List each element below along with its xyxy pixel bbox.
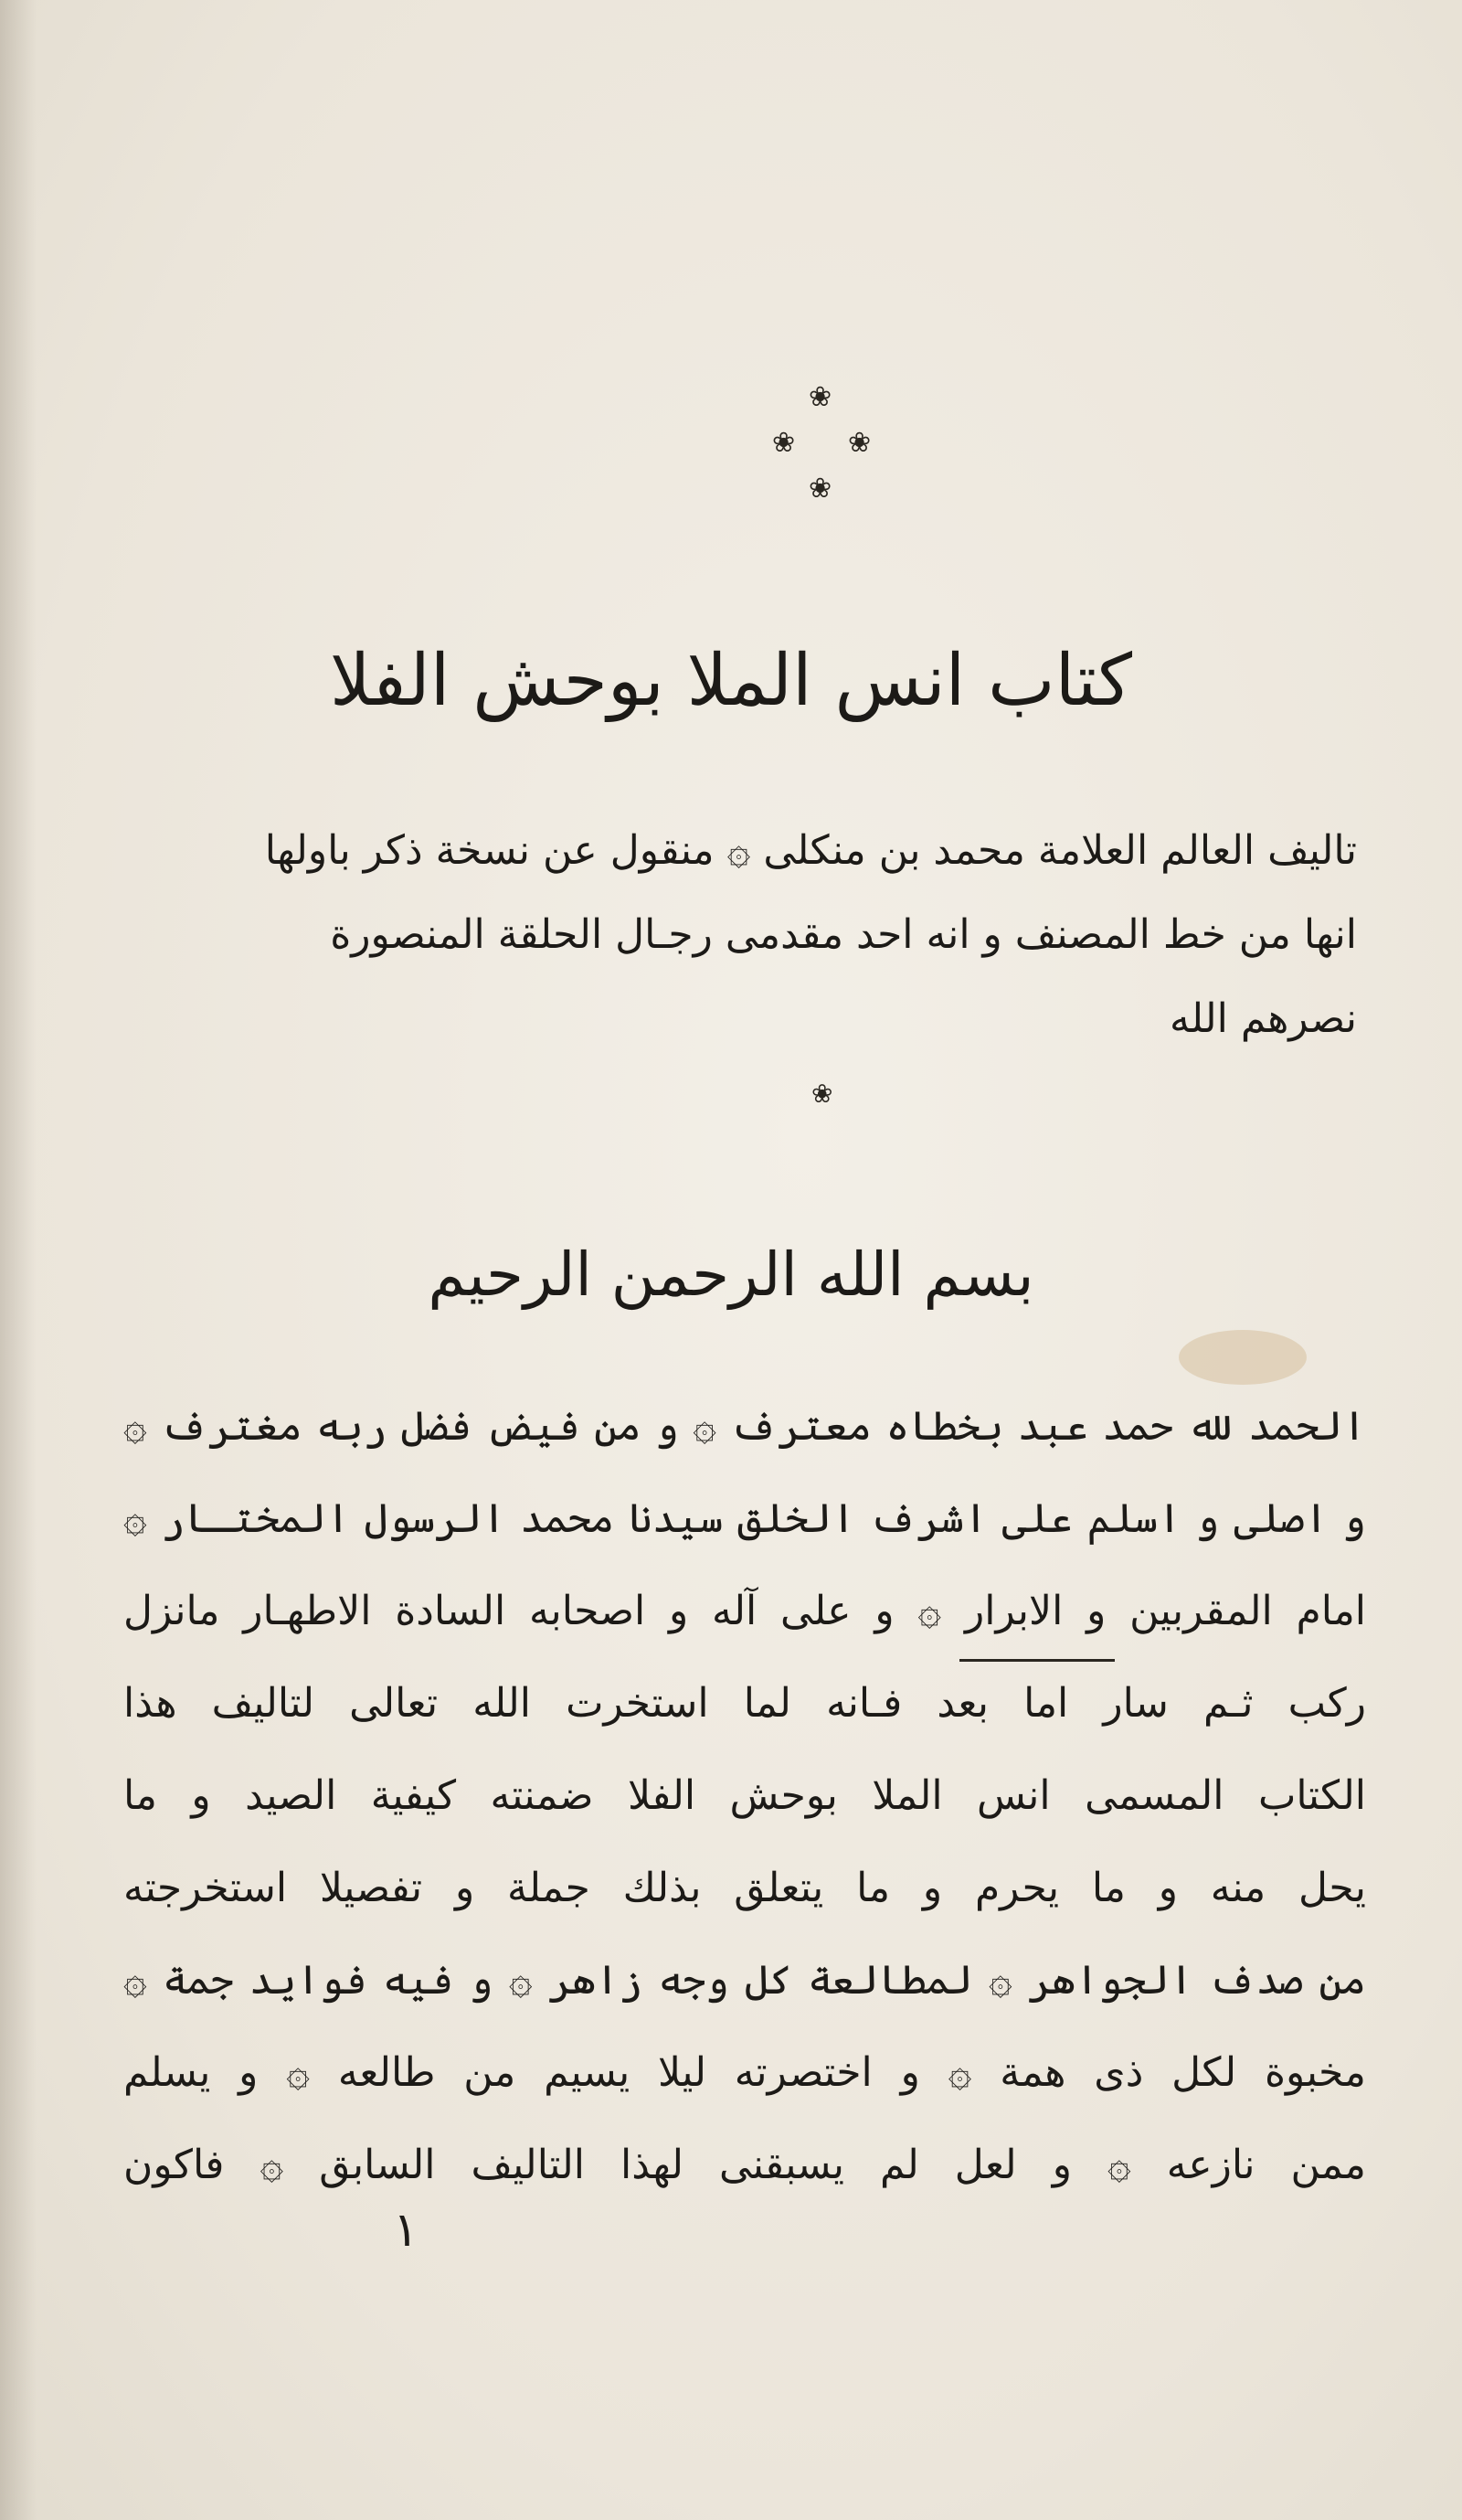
body-line: من صدف الجواهر ۞ لمطالعة كل وجه زاهر ۞ و فيه فوايد جمة ۞: [123, 1957, 1366, 2004]
paper-stain: [1179, 1330, 1307, 1385]
flower-ornament-icon: ❀: [772, 427, 796, 459]
body-line: مخبوة لكل ذى همة ۞ و اختصرته ليلا يسيم من طالعه ۞ و يسلم: [123, 2049, 1366, 2096]
body-line: يحل منه و ما يحرم و ما يتعلق بذلك جملة و تفصيلا استخرجته: [123, 1865, 1366, 1911]
page-number: ١: [393, 2203, 418, 2258]
body-text: [123, 1380, 1366, 2211]
overline-rule: [959, 1659, 1115, 1662]
flower-ornament-icon: ❀: [809, 473, 832, 505]
book-title: كتاب انس الملا بوحش الفلا: [329, 640, 1133, 722]
author-note-line: تاليف العالم العلامة محمد بن منكلى ۞ منقول عن نسخة ذكر باولها: [264, 827, 1357, 874]
body-line: ممن نازعه ۞ و لعل لم يسبقنى لهذا التاليف السابق ۞ فاكون: [123, 2142, 1366, 2188]
author-note-line: انها من خط المصنف و انه احد مقدمى رجـال الحلقة المنصورة: [330, 911, 1357, 958]
flower-ornament-icon: ❀: [848, 427, 872, 459]
body-line: ركب ثـم سار اما بعد فـانه لما استخرت الله تعالى لتاليف هذا: [123, 1680, 1366, 1727]
body-line: و اصلى و اسلم على اشرف الخلق سيدنا محمد الرسول المختـار ۞: [123, 1495, 1366, 1542]
basmala-heading: بسم الله الرحمن الرحيم: [428, 1239, 1034, 1310]
author-note: [169, 809, 1357, 1061]
author-note-line: نصرهم الله: [1170, 995, 1357, 1042]
flower-ornament-icon: ❀: [809, 381, 832, 413]
body-line: الحمد لله حمد عبد بخطاه معترف ۞ و من فيض فضل ربه مغترف ۞: [123, 1403, 1366, 1450]
body-line: الكتاب المسمى انس الملا بوحش الفلا ضمنته كيفية الصيد و ما: [123, 1772, 1366, 1819]
small-flower-ornament-icon: ❀: [811, 1079, 833, 1109]
top-ornament: [0, 375, 1462, 512]
body-line: امام المقربين و الابرار ۞ و على آله و اصحابه السادة الاطهـار مانزل: [123, 1588, 1366, 1634]
